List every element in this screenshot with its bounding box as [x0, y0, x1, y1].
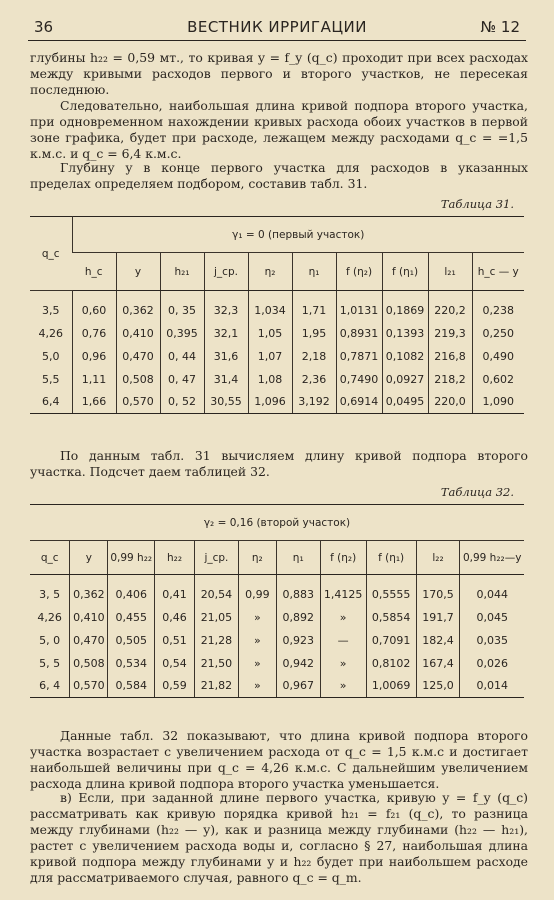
table-31-cell: 0,1082 [382, 345, 428, 368]
table-31-cell: 6,4 [30, 391, 72, 414]
table-31-cell: 32,3 [204, 291, 248, 322]
table-32 [30, 504, 524, 698]
table-32-column-header: j_ср. [194, 541, 238, 575]
table-31-cell: 0,0495 [382, 391, 428, 414]
paragraph-1: глубины h₂₂ = 0,59 мт., то кривая y = f_y (q_c) проходит при всех расходах между кривыми расходов первого и второго участков, не пересекая последнюю. [30, 50, 528, 97]
table-31-cell: 0,1393 [382, 322, 428, 345]
table-31-cell: 0,76 [72, 322, 116, 345]
table-32-cell: » [238, 629, 276, 652]
table-32-cell: 0,5555 [366, 575, 416, 606]
table-32-cell: 0,584 [108, 675, 155, 698]
table-32-cell: 0,455 [108, 606, 155, 629]
table-32-row [30, 629, 524, 652]
table-31-column-header: l₂₁ [428, 253, 472, 291]
table-31-cell: 1,07 [248, 345, 292, 368]
table-31-cell: 4,26 [38, 326, 63, 340]
table-32-row [30, 606, 524, 629]
table-32-column-header: q_c [30, 541, 70, 575]
table-31-cell: 218,2 [428, 368, 472, 391]
table-31-cell: 2,18 [292, 345, 336, 368]
table-31-cell: 2,36 [292, 368, 336, 391]
table-31-caption: Таблица 31. [440, 197, 514, 211]
table-31-cell: 220,0 [428, 391, 472, 414]
table-32-cell: 0,59 [155, 675, 195, 698]
table-32-cell: 0,5854 [366, 606, 416, 629]
paragraph-3: Глубину y в конце первого участка для расходов в указанных пределах определяем подбором, составив табл. 31. [30, 160, 528, 191]
table-31-cell: 0,60 [72, 291, 116, 322]
table-31-column-header: η₁ [292, 253, 336, 291]
table-32-cell: 0,035 [460, 629, 524, 652]
table-32-cell: 0,014 [460, 675, 524, 698]
table-32-group-header: γ₂ = 0,16 (второй участок) [30, 505, 524, 541]
table-32-cell: 125,0 [416, 675, 460, 698]
table-32-cell: 0,892 [276, 606, 320, 629]
table-31-cell: 0,6914 [336, 391, 382, 414]
table-31-column-header: h₂₁ [160, 253, 204, 291]
table-31-cell: 31,6 [204, 345, 248, 368]
table-32-cell: 0,406 [108, 575, 155, 606]
table-32-cell: 0,470 [70, 629, 108, 652]
paragraph-2: Следовательно, наибольшая длина кривой подпора второго участка, при одновременном нахождении кривых расхода обоих участков в первой зоне графика, будет при расходе, лежащем между расходами q_c = =1,5 к.м.с. и q_c = 6,4 к.м.с. [30, 98, 528, 161]
table-31-cell: 0,508 [116, 368, 160, 391]
table-32-column-header: l₂₂ [416, 541, 460, 575]
journal-title: ВЕСТНИК ИРРИГАЦИИ [187, 18, 367, 36]
table-32-cell: » [320, 652, 366, 675]
table-31-cell: 1,090 [472, 391, 524, 414]
table-32-row [30, 675, 524, 698]
table-32-cell: » [238, 606, 276, 629]
table-31-cell: 0,0927 [382, 368, 428, 391]
table-32-cell: 170,5 [416, 575, 460, 606]
table-32-cell: » [320, 675, 366, 698]
table-31-column-header: f (η₁) [382, 253, 428, 291]
page-number: 36 [34, 18, 54, 36]
table-31-cell: 0,470 [116, 345, 160, 368]
table-32-cell: 1,4125 [320, 575, 366, 606]
table-32-cell: 4,26 [37, 610, 62, 624]
table-31-cell: 1,08 [248, 368, 292, 391]
issue-number: № 12 [480, 18, 520, 36]
table-31-column-header: h_c — y [472, 253, 524, 291]
table-31-cell: 3,5 [42, 303, 60, 317]
table-32-cell: 0,505 [108, 629, 155, 652]
table-32-cell: 1,0069 [366, 675, 416, 698]
table-31-cell: 0,602 [472, 368, 524, 391]
table-31-cell: 30,55 [204, 391, 248, 414]
table-32-cell: 182,4 [416, 629, 460, 652]
table-31-cell: 0, 35 [160, 291, 204, 322]
table-31-cell: 3,192 [292, 391, 336, 414]
table-31-row [30, 291, 524, 322]
table-32-cell: — [320, 629, 366, 652]
table-31-cell: 1,71 [292, 291, 336, 322]
table-32-column-header: 0,99 h₂₂—y [460, 541, 524, 575]
table-32-cell: 3, 5 [39, 587, 61, 601]
paragraph-4: По данным табл. 31 вычисляем длину кривой подпора второго участка. Подсчет даем таблицей 32. [30, 448, 528, 479]
table-31-cell: 0,570 [116, 391, 160, 414]
table-32-cell: 21,50 [194, 652, 238, 675]
table-31-row [30, 345, 524, 368]
table-31-cell: 216,8 [428, 345, 472, 368]
table-31-column-header: η₂ [248, 253, 292, 291]
table-32-cell: 0,883 [276, 575, 320, 606]
table-31 [30, 216, 524, 414]
table-32-cell: 0,045 [460, 606, 524, 629]
table-31-cell: 1,95 [292, 322, 336, 345]
table-31-cell: 0,250 [472, 322, 524, 345]
table-32-cell: 6, 4 [30, 675, 70, 698]
table-32-column-header: y [70, 541, 108, 575]
table-32-cell: 0,51 [155, 629, 195, 652]
paragraph-6: в) Если, при заданной длине первого участка, кривую y = f_y (q_c) рассматривать как кривую порядка кривой h₂₁ = f₂₁ (q_c), то разница между глубинами (h₂₂ — y), как и разница между глубинами (h₂₂ — h₂₁), растет с увеличением расхода воды и, согласно § 27, наибольшая длина кривой подпора между глубинами y и h₂₂ будет при наибольшем расходе для рассматриваемого случая, равного q_c = q_m. [30, 790, 528, 885]
table-32-cell: 0,570 [70, 675, 108, 698]
table-32-cell: 0,044 [460, 575, 524, 606]
table-32-cell: 0,99 [238, 575, 276, 606]
table-32-cell: 21,28 [194, 629, 238, 652]
table-31-cell: 0, 47 [160, 368, 204, 391]
table-31-cell: 0,410 [116, 322, 160, 345]
table-32-column-header: f (η₁) [366, 541, 416, 575]
table-32-cell: 21,82 [194, 675, 238, 698]
table-32-cell: 0,362 [70, 575, 108, 606]
table-32-cell: 0,026 [460, 652, 524, 675]
table-32-cell: 5, 0 [39, 633, 61, 647]
table-31-column-header: f (η₂) [336, 253, 382, 291]
table-31-cell: 5,0 [42, 349, 60, 363]
table-31-cell: 1,034 [248, 291, 292, 322]
table-32-cell: » [320, 606, 366, 629]
table-32-cell: 20,54 [194, 575, 238, 606]
table-31-cell: 1,05 [248, 322, 292, 345]
table-31-group-header: γ₁ = 0 (первый участок) [72, 217, 524, 253]
table-32-cell: 0,942 [276, 652, 320, 675]
table-32-cell: 0,7091 [366, 629, 416, 652]
table-32-cell: 167,4 [416, 652, 460, 675]
table-32-column-header: η₂ [238, 541, 276, 575]
table-31-cell: 1,0131 [336, 291, 382, 322]
table-31-qc-header: q_c [30, 217, 72, 291]
table-32-caption: Таблица 32. [440, 485, 514, 499]
table-31-cell: 0,7490 [336, 368, 382, 391]
table-32-cell: 0,410 [70, 606, 108, 629]
table-32-row [30, 652, 524, 675]
table-32-column-header: η₁ [276, 541, 320, 575]
table-31-column-header: j_ср. [204, 253, 248, 291]
paragraph-5: Данные табл. 32 показывают, что длина кривой подпора второго участка возрастает с увеличением расхода от q_c = 1,5 к.м.с и достигает наибольшей величины при q_c = 4,26 к.м.с. С дальнейшим увеличением расхода длина кривой подпора второго участка уменьшается. [30, 728, 528, 791]
table-32-cell: 0,46 [155, 606, 195, 629]
table-32-cell: 0,41 [155, 575, 195, 606]
table-32-column-header: f (η₂) [320, 541, 366, 575]
table-31-cell: 0,7871 [336, 345, 382, 368]
table-31-cell: 5,5 [42, 372, 60, 386]
table-31-cell: 219,3 [428, 322, 472, 345]
table-32-cell: 0,54 [155, 652, 195, 675]
table-32-column-header: 0,99 h₂₂ [108, 541, 155, 575]
table-31-row [30, 368, 524, 391]
table-31-cell: 0,395 [160, 322, 204, 345]
table-31-cell: 0,490 [472, 345, 524, 368]
table-31-cell: 0,1869 [382, 291, 428, 322]
table-32-cell: 0,923 [276, 629, 320, 652]
table-31-cell: 1,096 [248, 391, 292, 414]
table-32-cell: 0,508 [70, 652, 108, 675]
table-32-cell: 5, 5 [39, 656, 61, 670]
table-31-cell: 0,8931 [336, 322, 382, 345]
table-31-cell: 1,11 [72, 368, 116, 391]
table-31-cell: 1,66 [72, 391, 116, 414]
table-31-column-header: y [116, 253, 160, 291]
table-32-cell: 0,967 [276, 675, 320, 698]
table-31-row [30, 322, 524, 345]
table-31-cell: 0,96 [72, 345, 116, 368]
table-32-cell: » [238, 652, 276, 675]
table-31-cell: 220,2 [428, 291, 472, 322]
table-32-cell: » [238, 675, 276, 698]
table-32-row [30, 575, 524, 606]
table-32-cell: 0,534 [108, 652, 155, 675]
table-31-cell: 0,238 [472, 291, 524, 322]
table-31-row [30, 391, 524, 414]
table-32-cell: 21,05 [194, 606, 238, 629]
table-32-column-header: h₂₂ [155, 541, 195, 575]
table-31-cell: 32,1 [204, 322, 248, 345]
table-31-cell: 31,4 [204, 368, 248, 391]
table-31-cell: 0,362 [116, 291, 160, 322]
table-32-cell: 0,8102 [366, 652, 416, 675]
table-31-cell: 0, 52 [160, 391, 204, 414]
table-32-cell: 191,7 [416, 606, 460, 629]
table-31-column-header: h_c [72, 253, 116, 291]
page-header [28, 14, 526, 41]
table-31-cell: 0, 44 [160, 345, 204, 368]
